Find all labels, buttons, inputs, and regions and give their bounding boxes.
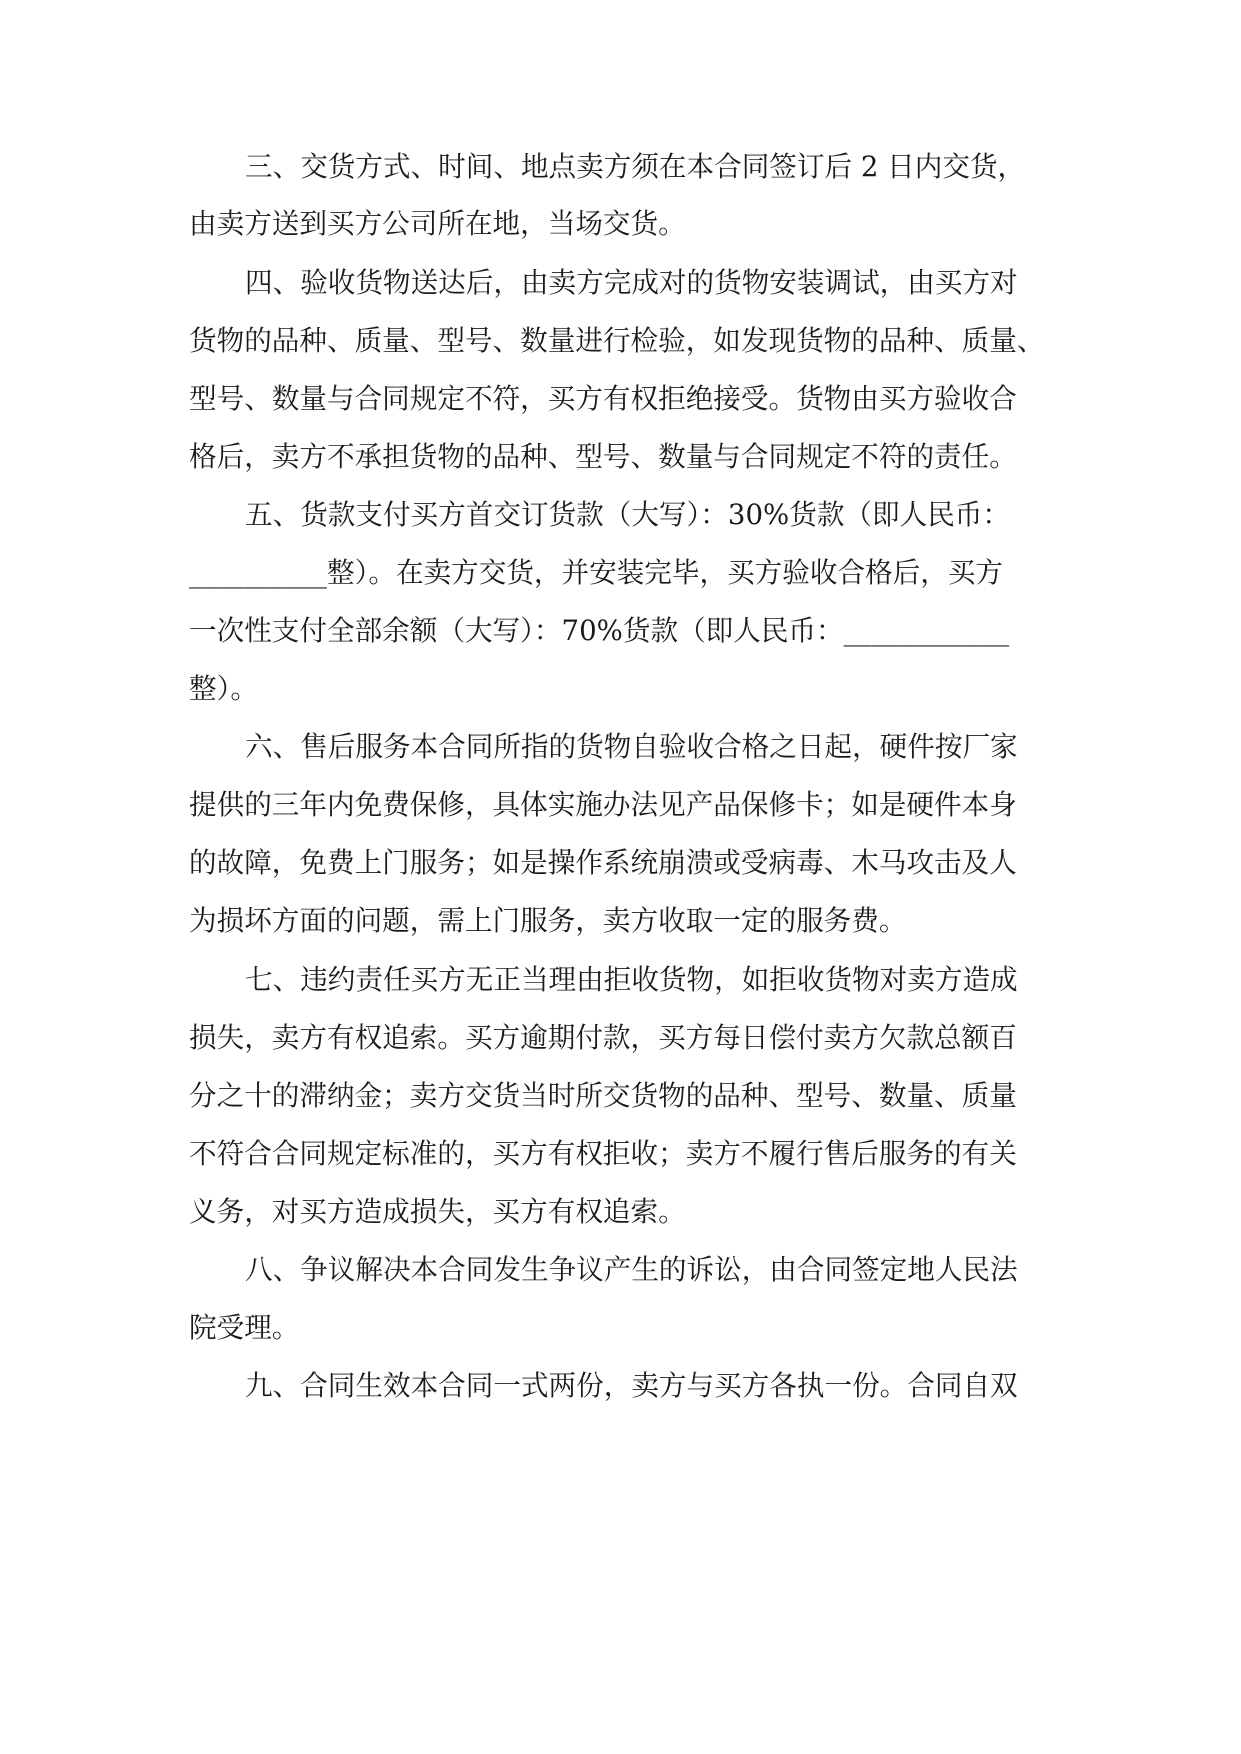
clause-7-line-4: 不符合合同规定标准的，买方有权拒收；卖方不履行售后服务的有关 — [189, 1137, 1017, 1170]
clause-6-line-2: 提供的三年内免费保修，具体实施办法见产品保修卡；如是硬件本身 — [189, 788, 1017, 821]
clause-8-line-1: 八、争议解决本合同发生争议产生的诉讼，由合同签定地人民法 — [245, 1253, 1018, 1286]
clause-4-line-2: 货物的品种、质量、型号、数量进行检验，如发现货物的品种、质量、 — [189, 324, 1045, 357]
clause-6-line-4: 为损坏方面的问题，需上门服务，卖方收取一定的服务费。 — [189, 904, 907, 937]
clause-3-line-1: 三、交货方式、时间、地点卖方须在本合同签订后 2 日内交货， — [245, 150, 1026, 183]
clause-4-line-3: 型号、数量与合同规定不符，买方有权拒绝接受。货物由买方验收合 — [189, 382, 1017, 415]
clause-6-line-3: 的故障，免费上门服务；如是操作系统崩溃或受病毒、木马攻击及人 — [189, 846, 1017, 879]
clause-4-line-1: 四、验收货物送达后，由卖方完成对的货物安装调试，由买方对 — [245, 266, 1018, 299]
clause-6-line-1: 六、售后服务本合同所指的货物自验收合格之日起，硬件按厂家 — [245, 730, 1018, 763]
clause-7-line-2: 损失，卖方有权追索。买方逾期付款，买方每日偿付卖方欠款总额百 — [189, 1021, 1017, 1054]
clause-8-line-2: 院受理。 — [189, 1311, 300, 1344]
clause-7-line-1: 七、违约责任买方无正当理由拒收货物，如拒收货物对卖方造成 — [245, 963, 1018, 996]
clause-5-line-3: 一次性支付全部余额（大写）：70%货款（即人民币：____________ — [189, 614, 1010, 647]
clause-7-line-5: 义务，对买方造成损失，买方有权追索。 — [189, 1195, 686, 1228]
clause-9-line-1: 九、合同生效本合同一式两份，卖方与买方各执一份。合同自双 — [245, 1369, 1018, 1402]
clause-5-line-2: __________整）。在卖方交货，并安装完毕，买方验收合格后，买方 — [189, 556, 1004, 589]
clause-5-line-1: 五、货款支付买方首交订货款（大写）：30%货款（即人民币： — [245, 498, 1010, 531]
clause-3-line-2: 由卖方送到买方公司所在地，当场交货。 — [189, 207, 686, 240]
clause-7-line-3: 分之十的滞纳金；卖方交货当时所交货物的品种、型号、数量、质量 — [189, 1079, 1017, 1112]
clause-4-line-4: 格后，卖方不承担货物的品种、型号、数量与合同规定不符的责任。 — [189, 440, 1017, 473]
clause-5-line-4: 整）。 — [189, 672, 258, 705]
